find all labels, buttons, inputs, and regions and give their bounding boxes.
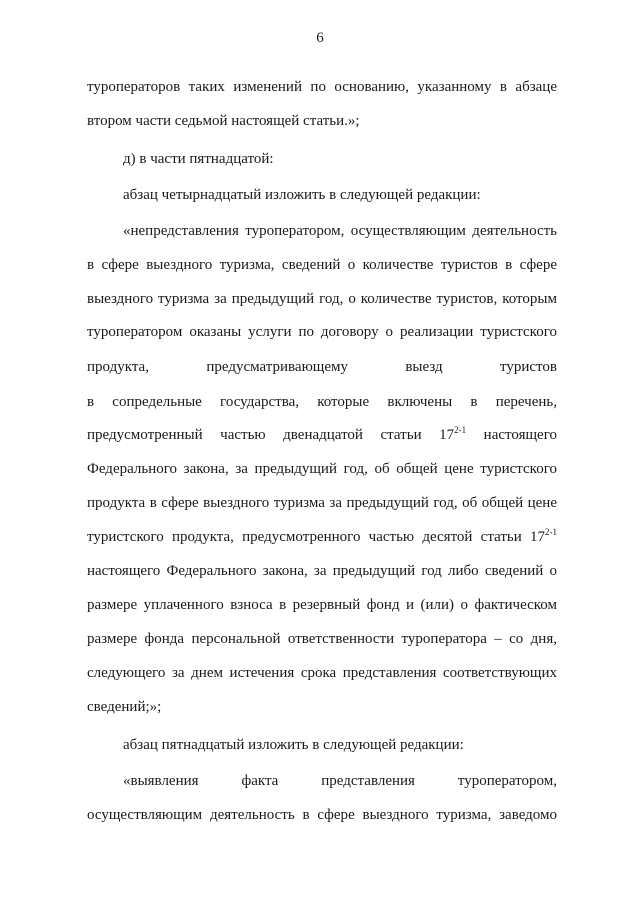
text-line: размере уплаченного взноса в резервный фонд и (или) о фактическом bbox=[87, 597, 557, 613]
text-line: настоящего Федерального закона, за предыдущий год либо сведений о bbox=[87, 563, 557, 579]
text-line: сведений;»; bbox=[87, 699, 162, 715]
text-segment: туристского продукта, предусмотренного частью десятой статьи 17 bbox=[87, 529, 545, 545]
text-segment: настоящего bbox=[466, 427, 557, 443]
text-line: втором части седьмой настоящей статьи.»; bbox=[87, 113, 360, 129]
text-line: продукта в сфере выездного туризма за предыдущий год, об общей цене bbox=[87, 495, 557, 511]
text-line: туроператоров таких изменений по основанию, указанному в абзаце bbox=[87, 79, 557, 95]
text-line: осуществляющим деятельность в сфере выездного туризма, заведомо bbox=[87, 807, 557, 823]
superscript: 2-1 bbox=[545, 527, 557, 537]
text-line: абзац пятнадцатый изложить в следующей редакции: bbox=[123, 737, 464, 753]
text-line: в сфере выездного туризма, сведений о количестве туристов в сфере bbox=[87, 257, 557, 273]
text-line: выездного туризма за предыдущий год, о количестве туристов, которым bbox=[87, 291, 557, 307]
text-line bbox=[87, 528, 557, 546]
text-line: «выявления факта представления туроператором, bbox=[123, 773, 557, 789]
text-line: в сопредельные государства, которые включены в перечень, bbox=[87, 394, 557, 410]
text-segment: предусмотренный частью двенадцатой статьи 17 bbox=[87, 427, 455, 443]
text-line bbox=[87, 426, 557, 444]
text-line: продукта, предусматривающему выезд туристов bbox=[87, 359, 557, 375]
text-line: «непредставления туроператором, осуществляющим деятельность bbox=[123, 223, 557, 239]
text-line: следующего за днем истечения срока представления соответствующих bbox=[87, 665, 557, 681]
text-line: абзац четырнадцатый изложить в следующей редакции: bbox=[123, 187, 481, 203]
text-line: Федерального закона, за предыдущий год, об общей цене туристского bbox=[87, 461, 557, 477]
text-line: размере фонда персональной ответственности туроператора – со дня, bbox=[87, 631, 557, 647]
superscript: 2-1 bbox=[454, 425, 467, 435]
page-number: 6 bbox=[316, 30, 324, 46]
text-line: туроператором оказаны услуги по договору о реализации туристского bbox=[87, 324, 557, 340]
text-line: д) в части пятнадцатой: bbox=[123, 151, 274, 167]
